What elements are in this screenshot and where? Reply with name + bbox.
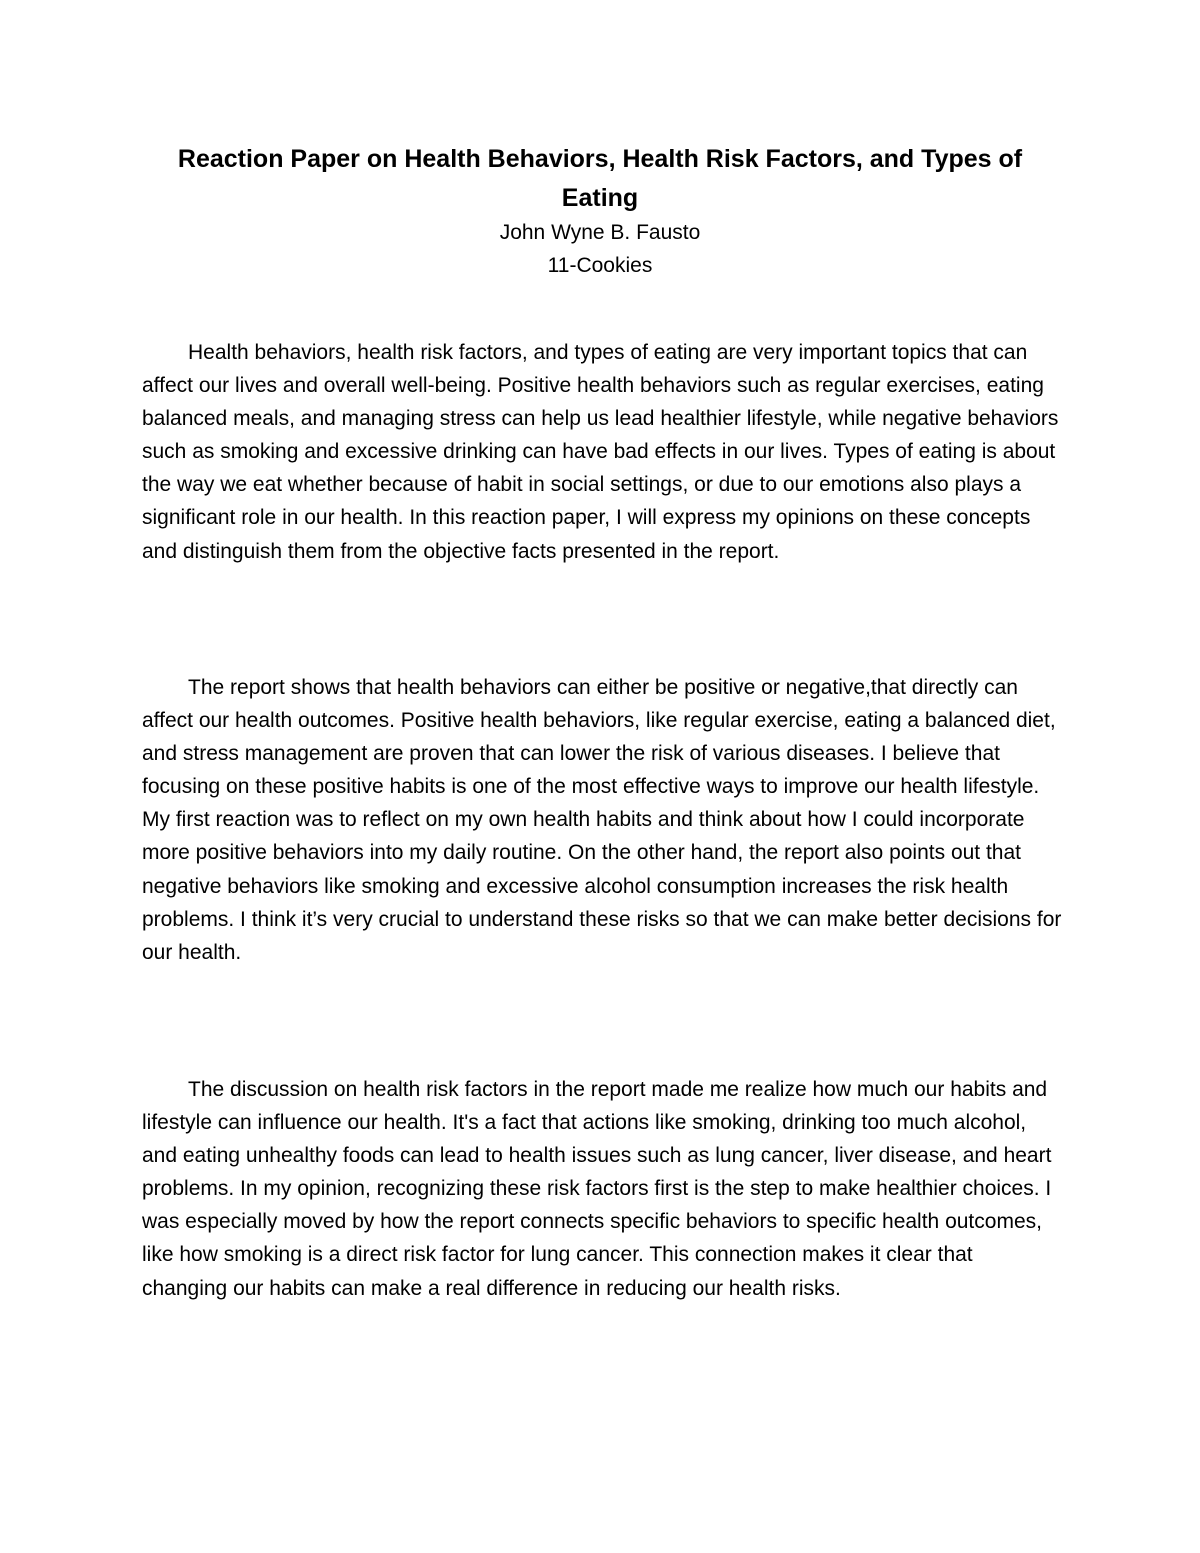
- author-name: John Wyne B. Fausto: [499, 221, 701, 244]
- paragraph-risk-factors: The discussion on health risk factors in the report made me realize how much our habits and lifestyle can influence our health. It's a fact that actions like smoking, drinking too much alcohol, and eating unhealthy foods can lead to health issues such as lung cancer, liver disease, and heart problems. In my opinion, recognizing these risk factors first is the step to make healthier choices. I was especially moved by how the report connects specific behaviors to specific health outcomes, like how smoking is a direct risk factor for lung cancer. This connection makes it clear that changing our habits can make a real difference in reducing our health risks.: [142, 1078, 1052, 1300]
- paragraph-introduction: Health behaviors, health risk factors, and types of eating are very important topics that can affect our lives and overall well-being. Positive health behaviors such as regular exercises, eating balanced meals, and managing stress can help us lead healthier lifestyle, while negative behaviors such as smoking and excessive drinking can have bad effects in our lives. Types of eating is about the way we eat whether because of habit in social settings, or due to our emotions also plays a significant role in our health. In this reaction paper, I will express my opinions on these concepts and distinguish them from the objective facts presented in the report.: [142, 341, 1059, 563]
- paragraph-health-behaviors: The report shows that health behaviors can either be positive or negative,that directly can affect our health outcomes. Positive health behaviors, like regular exercise, eating a balanced diet, and stress management are proven that can lower the risk of various diseases. I believe that focusing on these positive habits is one of the most effective ways to improve our health lifestyle. My first reaction was to reflect on my own health habits and think about how I could incorporate more positive behaviors into my daily routine. On the other hand, the report also points out that negative behaviors like smoking and excessive alcohol consumption increases the risk health problems. I think it’s very crucial to understand these risks so that we can make better decisions for our health.: [142, 676, 1062, 964]
- page-title: Reaction Paper on Health Behaviors, Health Risk Factors, and Types of Eating: [177, 145, 1023, 212]
- class-section: 11-Cookies: [547, 254, 653, 277]
